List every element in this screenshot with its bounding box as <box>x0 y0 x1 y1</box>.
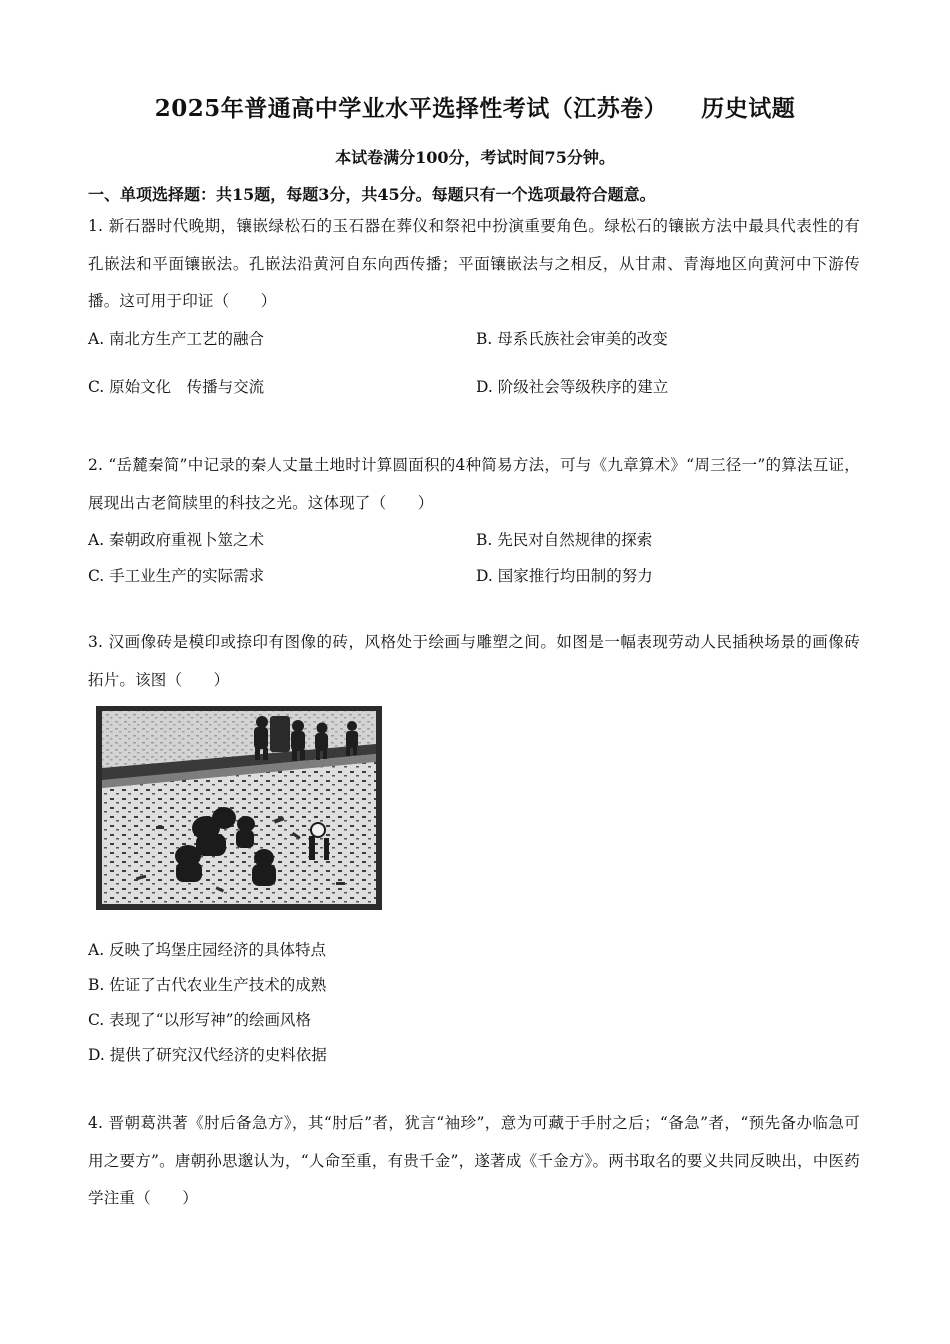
question-1-option-c: C. 原始文化 传播与交流 <box>88 378 265 396</box>
question-3-option-a: A. 反映了坞堡庄园经济的具体特点 <box>88 941 327 959</box>
question-2-option-b: B. 先民对自然规律的探索 <box>476 531 653 549</box>
page-title: 2025年普通高中学业水平选择性考试（江苏卷） 历史试题 <box>154 95 796 122</box>
question-3-option-b: B. 佐证了古代农业生产技术的成熟 <box>88 976 327 994</box>
rice-transplanting-rubbing-picture <box>96 706 382 910</box>
section-heading: 一、单项选择题：共15题，每题3分，共45分。每题只有一个选项最符合题意。 <box>88 185 656 204</box>
question-2-option-d: D. 国家推行均田制的努力 <box>476 567 653 585</box>
question-1-stem: 1. 新石器时代晚期，镶嵌绿松石的玉石器在葬仪和祭祀中扮演重要角色。绿松石的镶嵌方法中最具代表性的有孔嵌法和平面镶嵌法。孔嵌法沿黄河自东向西传播；平面镶嵌法与之相反，从甘肃、青海地区向黄河中下游传播。这可用于印证（ ） <box>88 217 860 310</box>
question-1-option-d: D. 阶级社会等级秩序的建立 <box>476 378 669 396</box>
question-1-option-a: A. 南北方生产工艺的融合 <box>88 330 265 348</box>
question-4-stem: 4. 晋朝葛洪著《肘后备急方》，其“肘后”者，犹言“袖珍”，意为可藏于手肘之后；“备急”者，“预先备办临急可用之要方”。唐朝孙思邈认为，“人命至重，有贵千金”，遂著成《千金方》。两书取名的要义共同反映出，中医药学注重（ ） <box>88 1114 860 1207</box>
exam-info: 本试卷满分100分，考试时间75分钟。 <box>335 148 615 167</box>
brick-rubbing-image <box>96 706 382 910</box>
question-2-option-c: C. 手工业生产的实际需求 <box>88 567 265 585</box>
question-3-stem: 3. 汉画像砖是模印或捺印有图像的砖，风格处于绘画与雕塑之间。如图是一幅表现劳动人民插秧场景的画像砖拓片。该图（ ） <box>88 633 860 689</box>
question-2-option-a: A. 秦朝政府重视卜筮之术 <box>88 531 265 549</box>
question-3-option-d: D. 提供了研究汉代经济的史料依据 <box>88 1046 327 1064</box>
question-3-option-c: C. 表现了“以形写神”的绘画风格 <box>88 1011 312 1029</box>
question-2-stem: 2. “岳麓秦简”中记录的秦人丈量土地时计算圆面积的4种简易方法，可与《九章算术》“周三径一”的算法互证，展现出古老简牍里的科技之光。这体现了（ ） <box>88 456 860 512</box>
question-1-option-b: B. 母系氏族社会审美的改变 <box>476 330 668 348</box>
